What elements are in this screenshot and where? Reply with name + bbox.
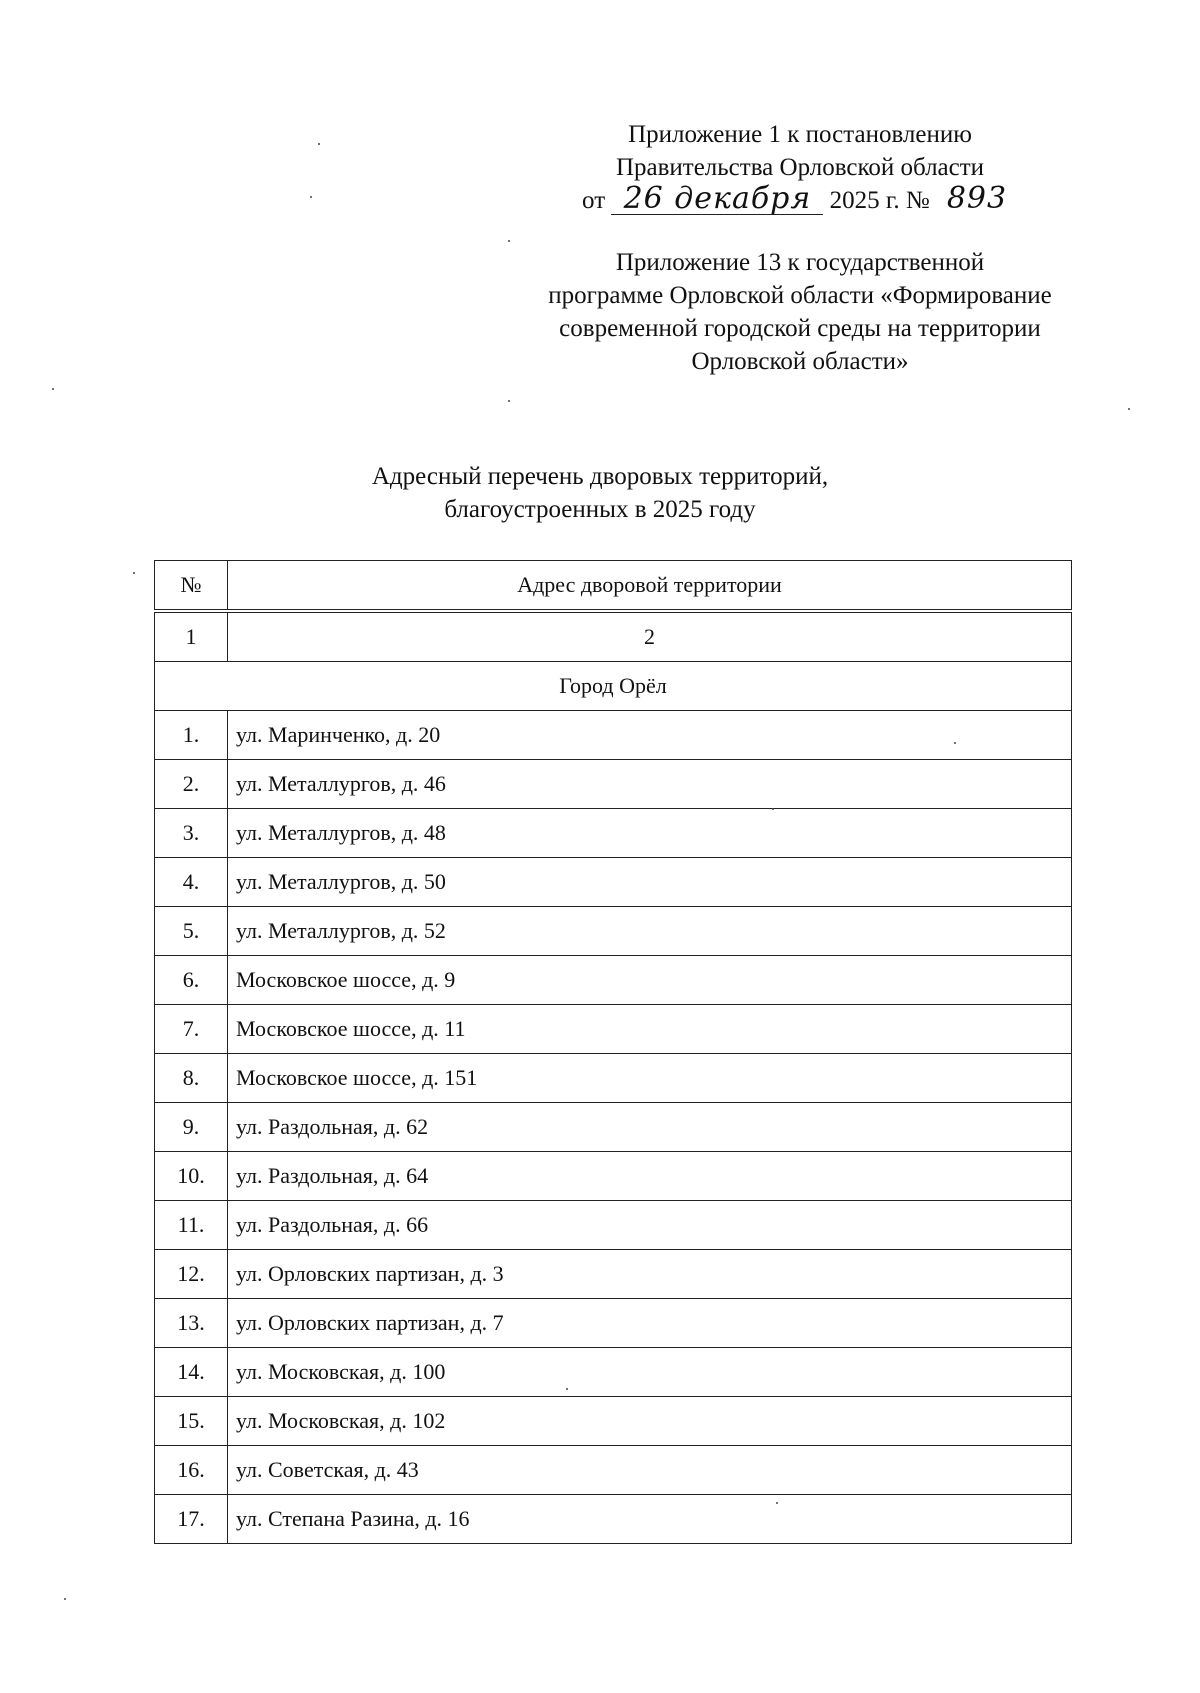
- row-number: 5.: [155, 907, 228, 956]
- scan-speck: [318, 143, 320, 145]
- row-address: ул. Советская, д. 43: [228, 1446, 1072, 1495]
- row-address: ул. Московская, д. 100: [228, 1348, 1072, 1397]
- row-address: ул. Орловских партизан, д. 3: [228, 1250, 1072, 1299]
- table-row: [155, 1299, 1072, 1348]
- row-number: 2.: [155, 760, 228, 809]
- row-address: ул. Металлургов, д. 46: [228, 760, 1072, 809]
- document-title: [300, 460, 900, 526]
- scan-speck: [954, 742, 956, 744]
- row-number: 7.: [155, 1005, 228, 1054]
- row-address: ул. Раздольная, д. 66: [228, 1201, 1072, 1250]
- table-row: [155, 1054, 1072, 1103]
- section-row: [155, 662, 1072, 711]
- row-address: ул. Степана Разина, д. 16: [228, 1495, 1072, 1544]
- scan-speck: [566, 1388, 568, 1390]
- table-row: [155, 809, 1072, 858]
- table-row: [155, 1348, 1072, 1397]
- table-header-row: [155, 561, 1072, 610]
- table-row: [155, 760, 1072, 809]
- row-number: 13.: [155, 1299, 228, 1348]
- header-address-cell: Адрес дворовой территории: [228, 561, 1072, 610]
- row-number: 12.: [155, 1250, 228, 1299]
- table-row: [155, 956, 1072, 1005]
- row-number: 10.: [155, 1152, 228, 1201]
- table-row: [155, 1250, 1072, 1299]
- row-address: ул. Орловских партизан, д. 7: [228, 1299, 1072, 1348]
- title-line-1: Адресный перечень дворовых территорий,: [371, 463, 829, 490]
- annex-13-header: [510, 246, 1090, 378]
- row-number: 4.: [155, 858, 228, 907]
- row-address: ул. Металлургов, д. 52: [228, 907, 1072, 956]
- decree-line-1: Приложение 1 к постановлению: [628, 121, 972, 148]
- table-row: [155, 1397, 1072, 1446]
- header-number-cell: №: [155, 561, 228, 610]
- table-row: [155, 907, 1072, 956]
- table-row: [155, 1495, 1072, 1544]
- decree-line-2: Правительства Орловской области: [615, 154, 985, 181]
- row-number: 8.: [155, 1054, 228, 1103]
- row-address: ул. Раздольная, д. 62: [228, 1103, 1072, 1152]
- decree-date-line: [510, 181, 1090, 217]
- scan-speck: [776, 1502, 778, 1504]
- scan-speck: [133, 572, 135, 574]
- row-address: ул. Раздольная, д. 64: [228, 1152, 1072, 1201]
- table-row: [155, 1152, 1072, 1201]
- row-number: 17.: [155, 1495, 228, 1544]
- section-label: Город Орёл: [155, 662, 1072, 711]
- year-label: 2025 г. №: [829, 187, 930, 214]
- handwritten-date: 26 декабря: [611, 184, 823, 215]
- row-number: 15.: [155, 1397, 228, 1446]
- handwritten-number: 893: [946, 181, 1008, 216]
- scan-speck: [52, 388, 54, 390]
- table-row: [155, 1446, 1072, 1495]
- scan-speck: [1128, 408, 1130, 410]
- table-row: [155, 1201, 1072, 1250]
- annex-line-1: Приложение 13 к государственной: [615, 249, 985, 276]
- row-address: ул. Маринченко, д. 20: [228, 711, 1072, 760]
- row-number: 1.: [155, 711, 228, 760]
- row-number: 6.: [155, 956, 228, 1005]
- table-row: [155, 1103, 1072, 1152]
- row-number: 16.: [155, 1446, 228, 1495]
- column-index-row: [155, 613, 1072, 662]
- row-address: Московское шоссе, д. 11: [228, 1005, 1072, 1054]
- from-label: от: [582, 187, 606, 214]
- scan-speck: [64, 1598, 66, 1600]
- row-address: Московское шоссе, д. 151: [228, 1054, 1072, 1103]
- annex-line-3: современной городской среды на территории: [559, 315, 1041, 342]
- row-address: ул. Металлургов, д. 50: [228, 858, 1072, 907]
- row-address: Московское шоссе, д. 9: [228, 956, 1072, 1005]
- row-number: 9.: [155, 1103, 228, 1152]
- column-index-2: 2: [228, 613, 1072, 662]
- table-row: [155, 711, 1072, 760]
- scan-speck: [508, 400, 510, 402]
- row-number: 14.: [155, 1348, 228, 1397]
- row-number: 3.: [155, 809, 228, 858]
- annex-line-4: Орловской области»: [691, 348, 909, 375]
- scan-speck: [772, 808, 774, 810]
- table-row: [155, 858, 1072, 907]
- annex-line-2: программе Орловской области «Формирование: [548, 282, 1052, 309]
- row-address: ул. Московская, д. 102: [228, 1397, 1072, 1446]
- title-line-2: благоустроенных в 2025 году: [444, 496, 756, 523]
- column-index-1: 1: [155, 613, 228, 662]
- address-table: [154, 560, 1072, 1544]
- table-row: [155, 1005, 1072, 1054]
- row-number: 11.: [155, 1201, 228, 1250]
- scan-speck: [508, 240, 510, 242]
- row-address: ул. Металлургов, д. 48: [228, 809, 1072, 858]
- decree-header: [510, 118, 1090, 217]
- scan-speck: [310, 196, 312, 198]
